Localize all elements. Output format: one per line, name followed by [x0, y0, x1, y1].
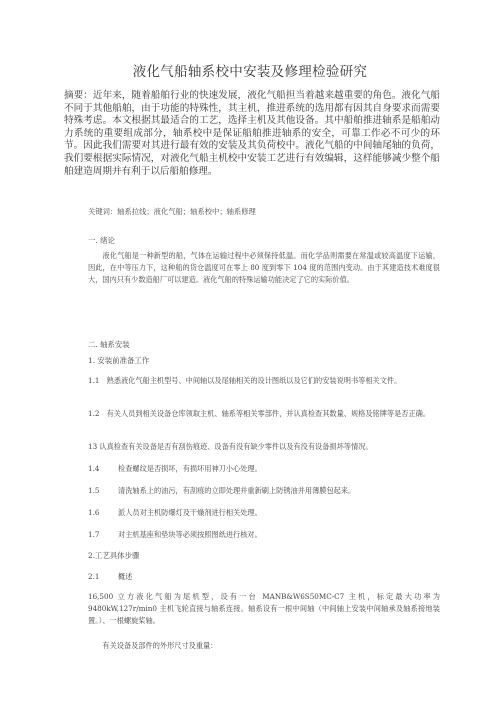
list-item-number: 2.1 — [88, 572, 100, 581]
list-item — [88, 529, 440, 541]
subsection-heading-preparation: 1. 安装前准备工作 — [88, 356, 150, 365]
list-item-text: 清洗轴系上的油污，有刮痕的立即处理并重新刷上防锈油并用薄膜包起来。 — [118, 486, 356, 495]
list-item — [88, 571, 440, 583]
list-item: 1.2 有关人员到相关设备仓库领取主机、轴系等相关零部件，并认真检查其数量、规格及铭牌等是否正确。 — [88, 409, 431, 418]
subsection-heading-process-steps: 2.工艺具体步骤 — [88, 551, 140, 560]
list-item-number: 1.7 — [88, 530, 100, 539]
section-heading-introduction: 一. 绪论 — [88, 236, 115, 245]
list-item — [88, 463, 440, 475]
section-heading-shaft-installation: 二. 轴系安装 — [88, 340, 130, 349]
abstract: 摘要：近年来，随着船舶行业的快速发展，液化气船担当着越来越重要的角色。液化气船不同于其他船舶，由于功能的特殊性，其主机，推进系统的选用都有因其自身要求而需要特殊考虑。本文根据其最适合的工艺，选择主机及其他设备。其中船舶推进轴系是船舶动力系统的重要组成部分，轴系校中是保证船舶推进轴系的安全，可靠工作必不可少的环节。因此我们需要对其进行最有效的安装及其负荷校中。液化气船的中间轴尾轴的负荷，我们要根据实际情况，对液化气船主机校中安装工艺进行有效编辑，这样能够减少整个船舶建造周期并有利于以后船舶修理。 — [64, 90, 440, 177]
overview-paragraph: 16,500 立方液化气船为尾机型，设有一台 MANB&W6S50MC-C7 主机，标定最大功率为 9480kW,127r/min0 主机飞轮直接与轴系连接。轴系设有一根中间轴（中间轴上安装中间轴承及轴系接地装置。）、一根螺旋桨轴。 — [88, 592, 440, 625]
list-item-number: 1.4 — [88, 464, 100, 473]
list-item: 13 认真检查有关设备是否有刮伤痕迹、设备有没有缺少零件以及有没有设备损坏等情况。 — [88, 442, 373, 451]
introduction-paragraph: 液化气船是一种新型的船，气体在运输过程中必须保持低温。而化学品则需要在常温或较高温度下运输，因此，在中等压力下，这种船的货仓温度可在零上 80 度到零下 104 度的范围内变动。由于其建造技术难度很大，国内只有少数造船厂可以建造。液化气船的特殊运输功能决定了它的实际价值。 — [88, 251, 440, 284]
list-item-text: 对主机基座和垫块等必须按照图纸进行核对。 — [118, 530, 262, 539]
paper-title: 液化气船轴系校中安装及修理检验研究 — [132, 64, 368, 80]
list-item: 1.1 熟悉液化气船主机型号、中间轴以及尾轴相关的设计图纸以及它们的安装说明书等相关文件。 — [88, 376, 402, 385]
list-item-text: 派人员对主机防爆灯及干燥剂进行相关处理。 — [118, 508, 262, 517]
equipment-dimensions-paragraph: 有关设备及部件的外形尺寸及重量： — [102, 641, 218, 650]
list-item-number: 1.6 — [88, 508, 100, 517]
list-item — [88, 485, 440, 497]
list-item — [88, 507, 440, 519]
list-item-number: 1.5 — [88, 486, 100, 495]
list-item-text: 检查螺纹是否损坏，有损坏用神刀小心处理。 — [118, 464, 262, 473]
list-item-text: 概述 — [118, 572, 133, 581]
keywords: 关键词：轴系拉线；液化气船；轴系校中；轴系修理 — [88, 207, 256, 216]
